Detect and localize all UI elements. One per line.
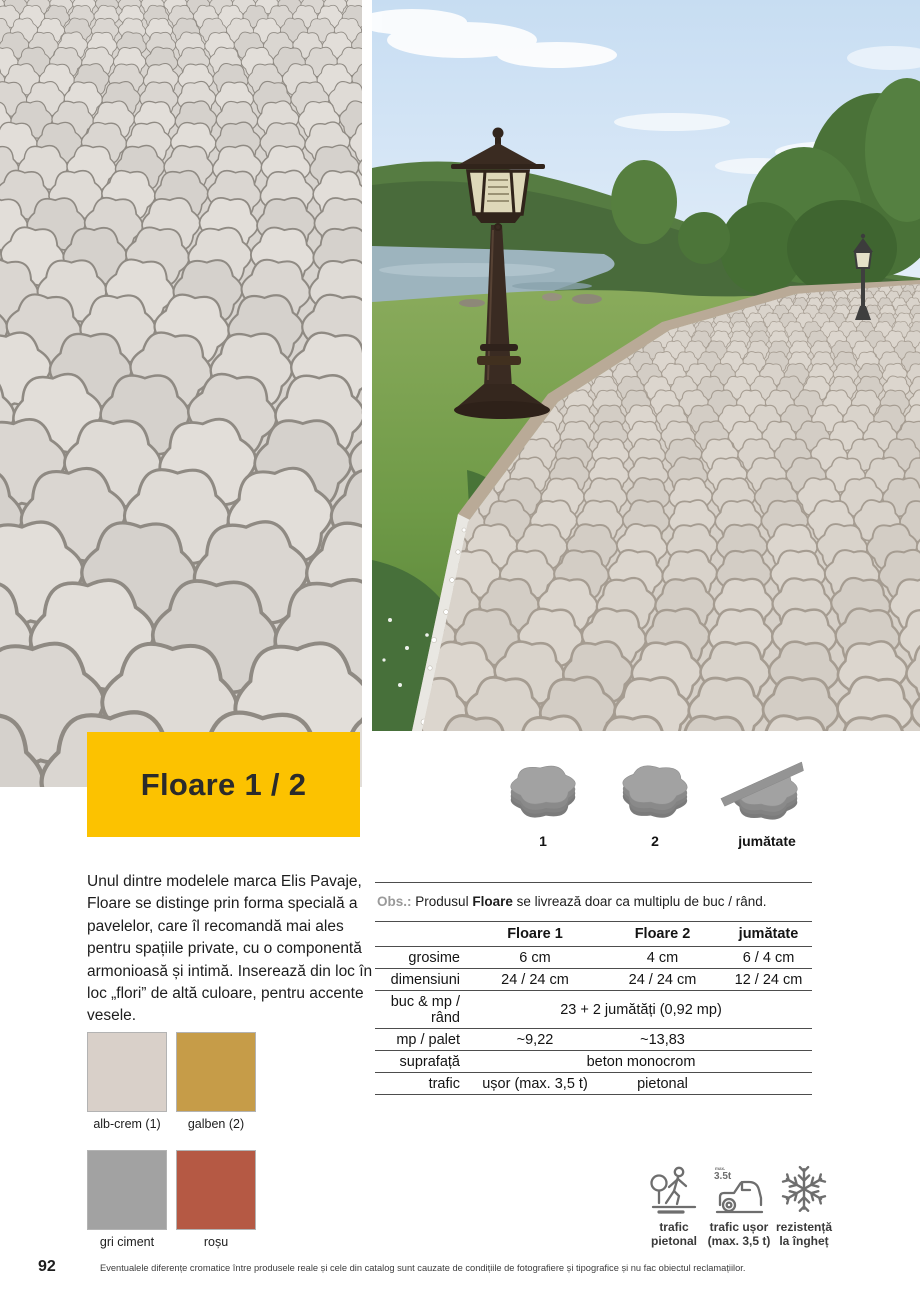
cell-value: [725, 1073, 812, 1095]
cell-value: 6 / 4 cm: [742, 949, 795, 966]
paver-flower-2-icon: [605, 744, 705, 830]
empty-header-cell: [375, 922, 470, 947]
note-product-name: Floare: [472, 894, 513, 909]
row-label: mp / palet: [396, 1031, 460, 1048]
paver-closeup-illustration: [0, 0, 362, 787]
page-title: Floare 1 / 2: [140, 766, 307, 802]
badge-label: rezistență la îngheț: [775, 1220, 833, 1248]
cell-value: 24 / 24 cm: [628, 971, 697, 988]
lakeside-path-illustration: [372, 0, 920, 731]
spec-row-dimensiuni: [375, 969, 812, 991]
cell-value: ~13,83: [640, 1031, 685, 1048]
spec-row-suprafata: [375, 1051, 812, 1073]
cell-value: 24 / 24 cm: [501, 971, 569, 988]
swatch-label: galben (2): [187, 1117, 245, 1131]
paver-piece-2: [604, 744, 706, 849]
cell-value: 12 / 24 cm: [734, 971, 803, 988]
page-number: 92: [38, 1258, 56, 1275]
product-title-banner: [87, 732, 360, 837]
footer-disclaimer: Eventualele diferențe cromatice între produsele reale și cele din catalog sunt cauzate de condițiile de fotografiere și tipografice și nu fac obiectul reclamațiilor.: [100, 1263, 746, 1273]
paver-flower-1-icon: [493, 744, 593, 830]
swatch-rosu: [176, 1150, 256, 1230]
spec-section: [375, 882, 812, 1095]
spec-row-mp-palet: [375, 1029, 812, 1051]
cell-value: [725, 1029, 812, 1051]
badge-label: trafic ușor (max. 3,5 t): [707, 1220, 771, 1248]
frost-resistance-icon: [779, 1163, 829, 1217]
cell-value: 6 cm: [519, 949, 551, 966]
delivery-note: [375, 882, 812, 922]
paver-closeup-photo: [0, 0, 362, 787]
paver-piece-label: jumătate: [738, 833, 796, 849]
cell-value: ușor (max. 3,5 t): [482, 1075, 588, 1092]
svg-text:3.5t: 3.5t: [714, 1171, 732, 1182]
column-header-floare-1: Floare 1: [507, 926, 563, 942]
row-label: buc & mp / rând: [390, 993, 460, 1026]
swatch-label: alb-crem (1): [93, 1117, 161, 1131]
swatch-gri-ciment: [87, 1150, 167, 1230]
color-swatch-alb-crem: [87, 1032, 167, 1131]
spec-row-buc-mp-rand: [375, 991, 812, 1029]
row-label: dimensiuni: [390, 971, 460, 988]
column-header-floare-2: Floare 2: [634, 926, 691, 942]
badge-label: trafic pietonal: [650, 1220, 697, 1248]
light-traffic-icon: [712, 1163, 766, 1217]
color-swatch-rosu: [176, 1150, 256, 1249]
swatch-galben: [176, 1032, 256, 1112]
color-swatch-gri-ciment: [87, 1150, 167, 1249]
swatch-label: gri ciment: [99, 1235, 155, 1249]
spec-row-trafic: [375, 1073, 812, 1095]
paver-half-icon: [717, 744, 817, 830]
color-swatch-galben: [176, 1032, 256, 1131]
badge-frost-resistance: [774, 1163, 834, 1248]
swatch-label: roșu: [203, 1235, 229, 1249]
paver-pieces: [492, 744, 818, 849]
paver-piece-half: [716, 744, 818, 849]
paver-piece-label: 2: [651, 833, 659, 849]
row-label: grosime: [408, 949, 460, 966]
cell-value-span: beton monocrom: [586, 1053, 696, 1070]
svg-text:max.: max.: [715, 1166, 726, 1171]
color-options: [87, 1032, 256, 1249]
badge-pedestrian-traffic: [644, 1163, 704, 1248]
paver-piece-1: [492, 744, 594, 849]
swatch-alb-crem: [87, 1032, 167, 1112]
cell-value: pietonal: [637, 1075, 688, 1092]
cell-value: 4 cm: [646, 949, 679, 966]
spec-table: [375, 922, 812, 1095]
pedestrian-traffic-icon: [649, 1163, 699, 1217]
cell-value: ~9,22: [516, 1031, 554, 1048]
lakeside-path-photo: [372, 0, 920, 731]
paver-piece-label: 1: [539, 833, 547, 849]
page-footer: [0, 1258, 920, 1288]
column-header-jumatate: jumătate: [738, 926, 799, 942]
note-text: Produsul: [415, 894, 469, 909]
product-description: Unul dintre modelele marca Elis Pavaje, Floare se distinge prin forma specială a pavelelor, care îl recomandă mai ales pentru spațiile private, cu o componentă armonioasă și intimă. Inserează din loc în loc „flori” de altă culoare, pentru accente vesele.: [87, 873, 373, 1025]
cell-value-span: 23 + 2 jumătăți (0,92 mp): [560, 1001, 722, 1018]
note-text: se livrează doar ca multiplu de buc / rând.: [516, 894, 767, 909]
feature-badges: [644, 1163, 834, 1248]
badge-light-traffic: [709, 1163, 769, 1248]
row-label: trafic: [428, 1075, 460, 1092]
row-label: suprafață: [399, 1053, 460, 1070]
spec-row-grosime: [375, 947, 812, 969]
note-prefix: Obs.:: [377, 894, 412, 909]
spec-header-row: [375, 922, 812, 947]
